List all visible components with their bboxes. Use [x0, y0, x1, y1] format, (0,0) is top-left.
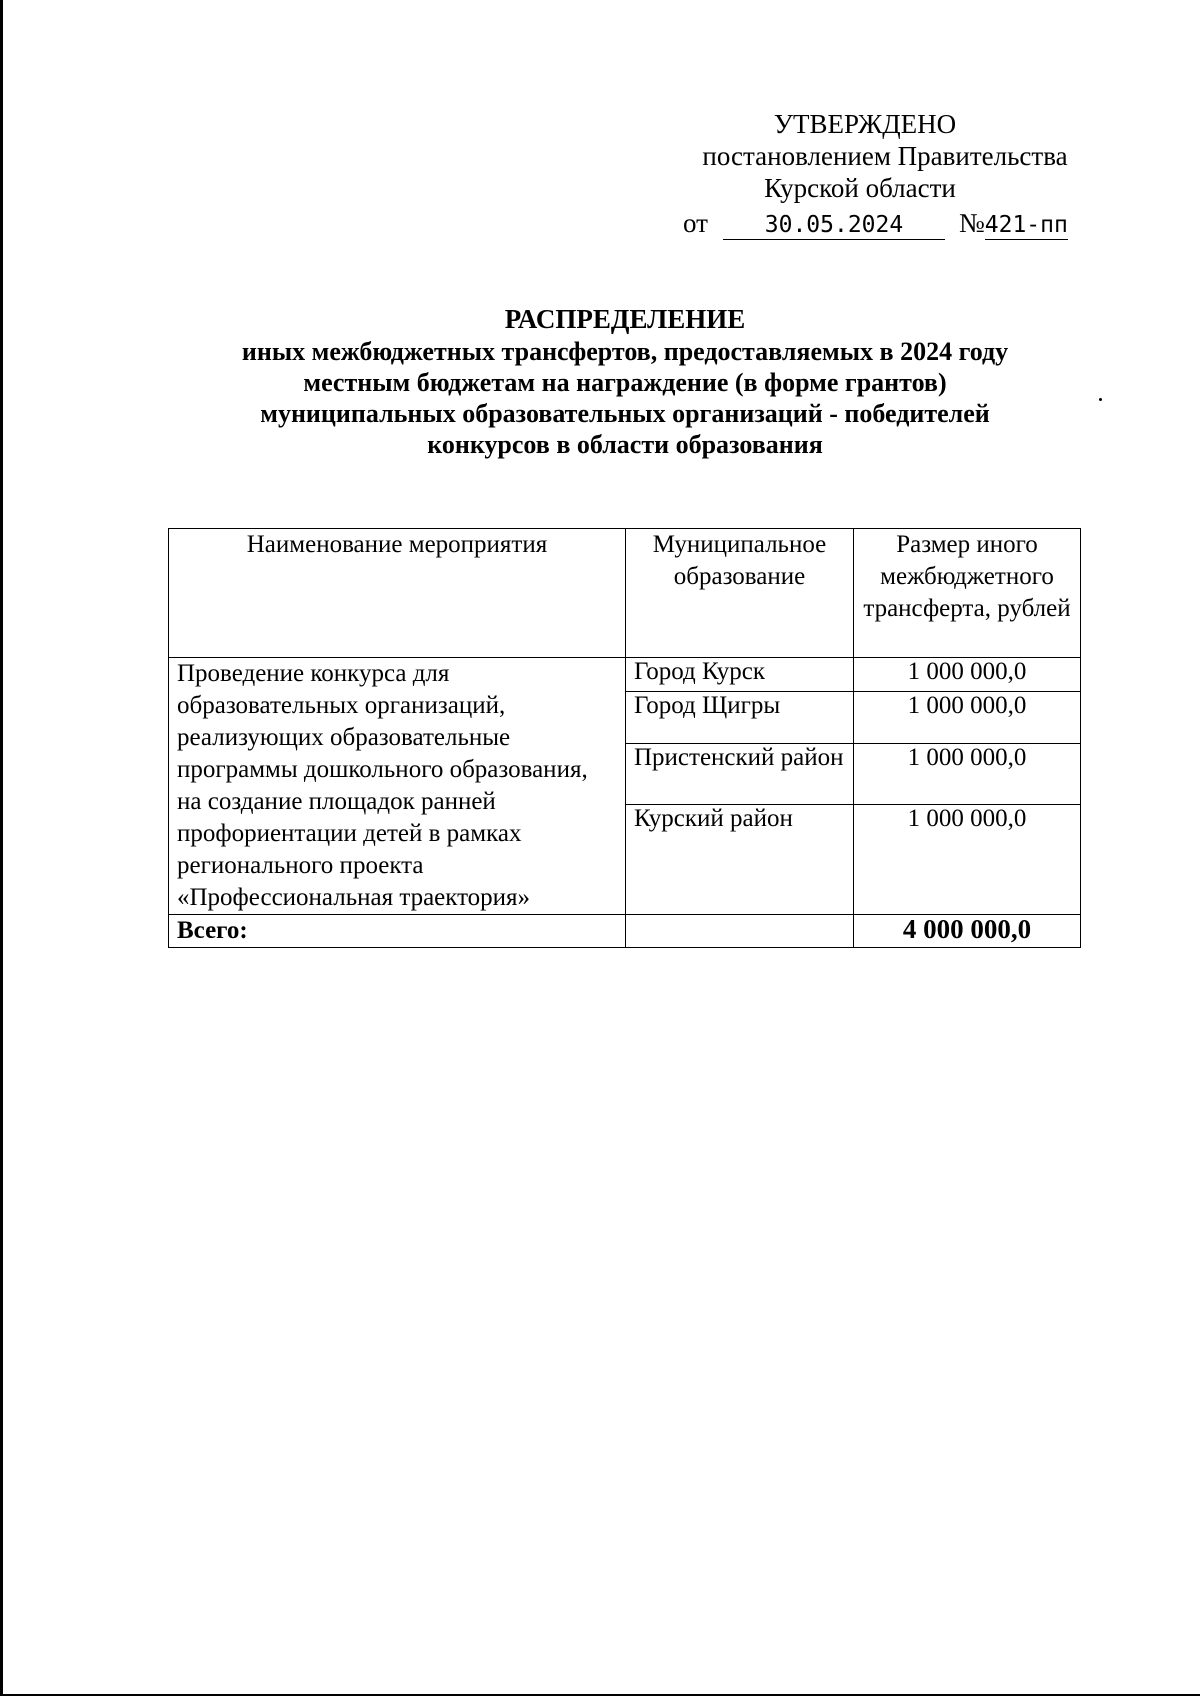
approval-date-line [683, 208, 1068, 240]
approval-block [640, 108, 1080, 204]
title-line: местным бюджетам на награждение (в форме грантов) [303, 368, 947, 397]
document-title [150, 302, 1100, 460]
amount-cell: 1 000 000,0 [854, 658, 1081, 692]
amount-cell: 1 000 000,0 [854, 691, 1081, 743]
total-row [169, 915, 1081, 948]
total-amount: 4 000 000,0 [854, 915, 1081, 948]
municipality-cell: Курский район [626, 804, 854, 914]
approval-title: УТВЕРЖДЕНО [773, 109, 957, 139]
title-line: муниципальных образовательных организаций - победителей [260, 399, 990, 428]
distribution-table [168, 528, 1081, 948]
approval-region: Курской области [764, 173, 956, 203]
event-description: Проведение конкурса для образовательных организаций, реализующих образовательные программы дошкольного образования, на создание площадок ранней профориентации детей в рамках регионального проекта «Профессиональная траектория» [169, 658, 626, 915]
header-amount: Размер иного межбюджетного трансферта, рублей [854, 529, 1081, 658]
municipality-cell: Пристенский район [626, 744, 854, 805]
municipality-cell: Город Щигры [626, 691, 854, 743]
approval-number: 421-пп [984, 212, 1068, 238]
approval-issuer: постановлением Правительства [702, 141, 1068, 171]
municipality-cell: Город Курск [626, 658, 854, 692]
title-line: конкурсов в области образования [427, 430, 823, 459]
page-left-border [0, 0, 3, 1696]
date-prefix: от [683, 208, 708, 238]
table-row [169, 658, 1081, 692]
table-header-row [169, 529, 1081, 658]
approval-date: 30.05.2024 [723, 211, 945, 240]
number-sign: № [959, 208, 985, 238]
total-label: Всего: [169, 915, 626, 948]
amount-cell: 1 000 000,0 [854, 744, 1081, 805]
scan-speck [1099, 398, 1102, 401]
header-municipality: Муниципальное образование [626, 529, 854, 658]
title-heading: РАСПРЕДЕЛЕНИЕ [504, 304, 746, 334]
total-municipality-empty [626, 915, 854, 948]
title-line: иных межбюджетных трансфертов, предоставляемых в 2024 году [241, 337, 1009, 366]
amount-cell: 1 000 000,0 [854, 804, 1081, 914]
header-event: Наименование мероприятия [169, 529, 626, 658]
